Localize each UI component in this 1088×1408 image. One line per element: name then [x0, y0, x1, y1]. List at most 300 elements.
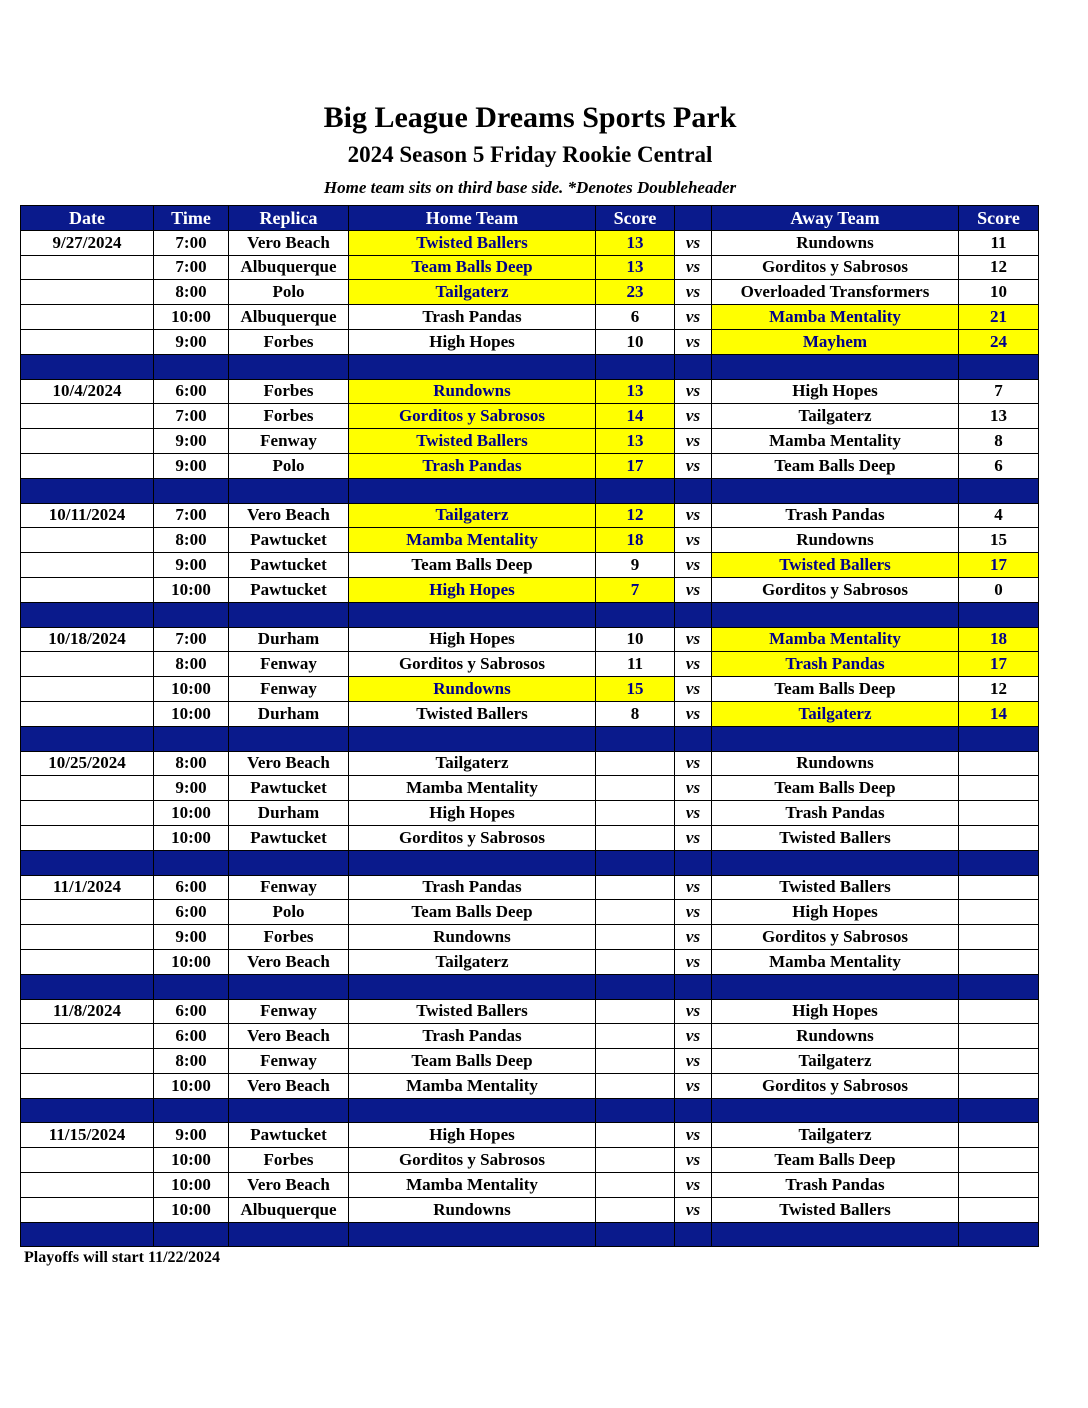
- separator-cell: [229, 850, 349, 875]
- game-date-empty: [21, 925, 154, 950]
- game-row: [21, 453, 1039, 478]
- game-date-empty: [21, 255, 154, 280]
- home-score: 6: [596, 305, 675, 330]
- home-team: Trash Pandas: [349, 305, 596, 330]
- week-separator: [21, 726, 1039, 751]
- away-team: Twisted Ballers: [712, 825, 959, 850]
- game-time: 7:00: [154, 255, 229, 280]
- home-team: Team Balls Deep: [349, 255, 596, 280]
- away-team: Tailgaterz: [712, 1049, 959, 1074]
- home-team: High Hopes: [349, 627, 596, 652]
- game-replica: Vero Beach: [229, 1024, 349, 1049]
- vs-label: vs: [675, 701, 712, 726]
- away-score: 4: [959, 503, 1039, 528]
- separator-cell: [959, 602, 1039, 627]
- separator-cell: [959, 478, 1039, 503]
- game-date: 11/15/2024: [21, 1123, 154, 1148]
- separator-cell: [675, 1098, 712, 1123]
- game-row: [21, 280, 1039, 305]
- separator-cell: [229, 354, 349, 379]
- game-row: [21, 875, 1039, 900]
- away-score: [959, 949, 1039, 974]
- home-score: [596, 801, 675, 826]
- game-replica: Pawtucket: [229, 776, 349, 801]
- week-separator: [21, 974, 1039, 999]
- game-time: 8:00: [154, 652, 229, 677]
- away-score: 12: [959, 677, 1039, 702]
- separator-cell: [712, 1222, 959, 1247]
- home-team: High Hopes: [349, 801, 596, 826]
- away-team: Mamba Mentality: [712, 305, 959, 330]
- away-team: Mamba Mentality: [712, 429, 959, 454]
- separator-cell: [229, 1222, 349, 1247]
- away-score: [959, 925, 1039, 950]
- separator-cell: [21, 850, 154, 875]
- away-score: [959, 1173, 1039, 1198]
- vs-label: vs: [675, 652, 712, 677]
- game-row: [21, 701, 1039, 726]
- home-score: [596, 1173, 675, 1198]
- separator-cell: [959, 726, 1039, 751]
- game-date-empty: [21, 801, 154, 826]
- vs-label: vs: [675, 329, 712, 354]
- separator-cell: [21, 478, 154, 503]
- game-replica: Polo: [229, 280, 349, 305]
- game-time: 10:00: [154, 1073, 229, 1098]
- game-replica: Fenway: [229, 652, 349, 677]
- away-score: [959, 801, 1039, 826]
- home-team: Gorditos y Sabrosos: [349, 404, 596, 429]
- game-time: 10:00: [154, 949, 229, 974]
- game-date: 10/25/2024: [21, 751, 154, 776]
- home-score: [596, 999, 675, 1024]
- game-row: [21, 577, 1039, 602]
- game-time: 9:00: [154, 429, 229, 454]
- home-score: [596, 1148, 675, 1173]
- away-team: Rundowns: [712, 528, 959, 553]
- separator-cell: [154, 354, 229, 379]
- vs-label: vs: [675, 280, 712, 305]
- game-date-empty: [21, 429, 154, 454]
- home-team: Tailgaterz: [349, 751, 596, 776]
- away-score: 18: [959, 627, 1039, 652]
- home-score: 10: [596, 329, 675, 354]
- home-score: [596, 900, 675, 925]
- separator-cell: [596, 974, 675, 999]
- home-score: [596, 1123, 675, 1148]
- vs-label: vs: [675, 379, 712, 404]
- home-score: 13: [596, 429, 675, 454]
- separator-cell: [21, 974, 154, 999]
- game-time: 6:00: [154, 379, 229, 404]
- game-row: [21, 801, 1039, 826]
- home-score: [596, 1073, 675, 1098]
- separator-cell: [154, 850, 229, 875]
- vs-label: vs: [675, 528, 712, 553]
- home-team: Mamba Mentality: [349, 776, 596, 801]
- home-team: Rundowns: [349, 379, 596, 404]
- separator-cell: [712, 850, 959, 875]
- away-team: Mamba Mentality: [712, 949, 959, 974]
- separator-cell: [596, 1222, 675, 1247]
- separator-cell: [675, 726, 712, 751]
- game-row: [21, 255, 1039, 280]
- game-date-empty: [21, 280, 154, 305]
- home-team: Mamba Mentality: [349, 1173, 596, 1198]
- home-team: Rundowns: [349, 1197, 596, 1222]
- home-team: Rundowns: [349, 925, 596, 950]
- away-score: 8: [959, 429, 1039, 454]
- game-replica: Vero Beach: [229, 503, 349, 528]
- game-time: 7:00: [154, 627, 229, 652]
- game-replica: Forbes: [229, 379, 349, 404]
- home-score: 13: [596, 230, 675, 255]
- game-time: 6:00: [154, 900, 229, 925]
- game-time: 9:00: [154, 453, 229, 478]
- game-row: [21, 925, 1039, 950]
- col-away-score: Score: [959, 206, 1039, 231]
- home-team: Twisted Ballers: [349, 230, 596, 255]
- separator-cell: [959, 974, 1039, 999]
- game-date-empty: [21, 577, 154, 602]
- home-team: Rundowns: [349, 677, 596, 702]
- away-team: Rundowns: [712, 751, 959, 776]
- separator-cell: [675, 602, 712, 627]
- page-title: Big League Dreams Sports Park: [323, 101, 737, 134]
- separator-cell: [349, 726, 596, 751]
- separator-cell: [229, 1098, 349, 1123]
- separator-cell: [675, 1222, 712, 1247]
- away-score: [959, 999, 1039, 1024]
- separator-cell: [712, 726, 959, 751]
- separator-cell: [675, 478, 712, 503]
- home-score: 23: [596, 280, 675, 305]
- game-row: [21, 503, 1039, 528]
- separator-cell: [596, 354, 675, 379]
- game-time: 10:00: [154, 1197, 229, 1222]
- away-score: [959, 900, 1039, 925]
- game-date-empty: [21, 825, 154, 850]
- away-score: 10: [959, 280, 1039, 305]
- game-replica: Fenway: [229, 429, 349, 454]
- home-team: High Hopes: [349, 577, 596, 602]
- home-score: 11: [596, 652, 675, 677]
- home-score: 7: [596, 577, 675, 602]
- game-date-empty: [21, 404, 154, 429]
- game-row: [21, 949, 1039, 974]
- game-replica: Forbes: [229, 329, 349, 354]
- separator-cell: [21, 354, 154, 379]
- game-row: [21, 305, 1039, 330]
- game-date-empty: [21, 1148, 154, 1173]
- home-score: [596, 825, 675, 850]
- game-date-empty: [21, 1024, 154, 1049]
- vs-label: vs: [675, 1197, 712, 1222]
- game-row: [21, 825, 1039, 850]
- away-team: Tailgaterz: [712, 1123, 959, 1148]
- away-team: Tailgaterz: [712, 404, 959, 429]
- separator-cell: [154, 602, 229, 627]
- game-time: 10:00: [154, 1173, 229, 1198]
- game-date-empty: [21, 553, 154, 578]
- vs-label: vs: [675, 1123, 712, 1148]
- away-team: High Hopes: [712, 999, 959, 1024]
- schedule-body: [21, 230, 1039, 1247]
- vs-label: vs: [675, 751, 712, 776]
- game-row: [21, 1197, 1039, 1222]
- home-score: [596, 1197, 675, 1222]
- away-score: 6: [959, 453, 1039, 478]
- away-score: [959, 1123, 1039, 1148]
- game-time: 10:00: [154, 305, 229, 330]
- game-time: 9:00: [154, 1123, 229, 1148]
- separator-cell: [712, 602, 959, 627]
- game-date: 11/1/2024: [21, 875, 154, 900]
- vs-label: vs: [675, 503, 712, 528]
- game-time: 8:00: [154, 1049, 229, 1074]
- away-team: Trash Pandas: [712, 652, 959, 677]
- away-score: 17: [959, 652, 1039, 677]
- vs-label: vs: [675, 925, 712, 950]
- game-replica: Vero Beach: [229, 1073, 349, 1098]
- game-row: [21, 677, 1039, 702]
- game-time: 10:00: [154, 677, 229, 702]
- vs-label: vs: [675, 230, 712, 255]
- game-replica: Forbes: [229, 925, 349, 950]
- game-row: [21, 652, 1039, 677]
- home-score: 14: [596, 404, 675, 429]
- home-score: [596, 1024, 675, 1049]
- separator-cell: [959, 1098, 1039, 1123]
- home-score: 13: [596, 255, 675, 280]
- separator-cell: [959, 1222, 1039, 1247]
- col-time: Time: [154, 206, 229, 231]
- away-team: Trash Pandas: [712, 1173, 959, 1198]
- col-date: Date: [21, 206, 154, 231]
- game-time: 10:00: [154, 577, 229, 602]
- home-score: [596, 925, 675, 950]
- game-row: [21, 776, 1039, 801]
- game-row: [21, 900, 1039, 925]
- separator-cell: [349, 974, 596, 999]
- home-team: Tailgaterz: [349, 280, 596, 305]
- away-team: Trash Pandas: [712, 801, 959, 826]
- separator-cell: [349, 354, 596, 379]
- playoffs-note: Playoffs will start 11/22/2024: [24, 1249, 220, 1266]
- game-replica: Forbes: [229, 404, 349, 429]
- vs-label: vs: [675, 553, 712, 578]
- away-score: [959, 1197, 1039, 1222]
- game-row: [21, 553, 1039, 578]
- home-score: 12: [596, 503, 675, 528]
- home-team: Twisted Ballers: [349, 701, 596, 726]
- game-date-empty: [21, 1197, 154, 1222]
- away-team: Trash Pandas: [712, 503, 959, 528]
- away-team: Mayhem: [712, 329, 959, 354]
- week-separator: [21, 602, 1039, 627]
- game-date-empty: [21, 329, 154, 354]
- game-replica: Fenway: [229, 875, 349, 900]
- game-row: [21, 1024, 1039, 1049]
- game-time: 10:00: [154, 701, 229, 726]
- game-time: 6:00: [154, 999, 229, 1024]
- away-score: 0: [959, 577, 1039, 602]
- away-team: High Hopes: [712, 900, 959, 925]
- game-replica: Fenway: [229, 1049, 349, 1074]
- vs-label: vs: [675, 1049, 712, 1074]
- game-time: 7:00: [154, 503, 229, 528]
- vs-label: vs: [675, 949, 712, 974]
- col-replica: Replica: [229, 206, 349, 231]
- away-team: Rundowns: [712, 230, 959, 255]
- away-score: [959, 751, 1039, 776]
- vs-label: vs: [675, 255, 712, 280]
- away-score: 7: [959, 379, 1039, 404]
- game-replica: Fenway: [229, 677, 349, 702]
- home-score: 15: [596, 677, 675, 702]
- game-date-empty: [21, 701, 154, 726]
- home-team: Team Balls Deep: [349, 553, 596, 578]
- game-replica: Vero Beach: [229, 751, 349, 776]
- page-subtitle: 2024 Season 5 Friday Rookie Central: [347, 142, 713, 167]
- separator-cell: [154, 1222, 229, 1247]
- vs-label: vs: [675, 1024, 712, 1049]
- separator-cell: [154, 726, 229, 751]
- game-time: 10:00: [154, 825, 229, 850]
- game-date-empty: [21, 776, 154, 801]
- game-row: [21, 1173, 1039, 1198]
- game-date: 10/11/2024: [21, 503, 154, 528]
- game-row: [21, 1148, 1039, 1173]
- separator-cell: [596, 726, 675, 751]
- week-separator: [21, 354, 1039, 379]
- separator-cell: [21, 1098, 154, 1123]
- home-score: 13: [596, 379, 675, 404]
- home-score: [596, 949, 675, 974]
- away-team: Team Balls Deep: [712, 453, 959, 478]
- home-team: Team Balls Deep: [349, 900, 596, 925]
- home-score: 18: [596, 528, 675, 553]
- game-time: 7:00: [154, 404, 229, 429]
- vs-label: vs: [675, 453, 712, 478]
- game-time: 9:00: [154, 329, 229, 354]
- vs-label: vs: [675, 577, 712, 602]
- separator-cell: [229, 602, 349, 627]
- away-team: Gorditos y Sabrosos: [712, 577, 959, 602]
- home-score: 9: [596, 553, 675, 578]
- game-replica: Pawtucket: [229, 553, 349, 578]
- game-replica: Fenway: [229, 999, 349, 1024]
- away-score: 13: [959, 404, 1039, 429]
- game-row: [21, 329, 1039, 354]
- separator-cell: [959, 850, 1039, 875]
- game-replica: Durham: [229, 627, 349, 652]
- vs-label: vs: [675, 677, 712, 702]
- home-team: Tailgaterz: [349, 503, 596, 528]
- game-row: [21, 528, 1039, 553]
- vs-label: vs: [675, 900, 712, 925]
- game-date-empty: [21, 453, 154, 478]
- away-team: Twisted Ballers: [712, 1197, 959, 1222]
- game-replica: Pawtucket: [229, 577, 349, 602]
- home-team: Gorditos y Sabrosos: [349, 652, 596, 677]
- away-score: 14: [959, 701, 1039, 726]
- away-score: [959, 1024, 1039, 1049]
- away-score: [959, 825, 1039, 850]
- game-replica: Vero Beach: [229, 230, 349, 255]
- away-score: 21: [959, 305, 1039, 330]
- separator-cell: [154, 478, 229, 503]
- game-row: [21, 1123, 1039, 1148]
- col-away-team: Away Team: [712, 206, 959, 231]
- away-score: 17: [959, 553, 1039, 578]
- vs-label: vs: [675, 1148, 712, 1173]
- game-row: [21, 379, 1039, 404]
- game-time: 6:00: [154, 1024, 229, 1049]
- away-team: Twisted Ballers: [712, 553, 959, 578]
- away-score: 11: [959, 230, 1039, 255]
- away-team: Gorditos y Sabrosos: [712, 1073, 959, 1098]
- game-replica: Pawtucket: [229, 1123, 349, 1148]
- home-team: Gorditos y Sabrosos: [349, 1148, 596, 1173]
- game-time: 9:00: [154, 553, 229, 578]
- home-score: [596, 776, 675, 801]
- week-separator: [21, 1098, 1039, 1123]
- separator-cell: [712, 354, 959, 379]
- game-time: 6:00: [154, 875, 229, 900]
- away-team: Gorditos y Sabrosos: [712, 255, 959, 280]
- game-row: [21, 751, 1039, 776]
- separator-cell: [154, 974, 229, 999]
- away-score: 12: [959, 255, 1039, 280]
- game-date: 9/27/2024: [21, 230, 154, 255]
- separator-cell: [21, 1222, 154, 1247]
- separator-cell: [229, 478, 349, 503]
- game-row: [21, 627, 1039, 652]
- away-score: 15: [959, 528, 1039, 553]
- game-replica: Durham: [229, 701, 349, 726]
- home-team: Twisted Ballers: [349, 429, 596, 454]
- away-score: [959, 1148, 1039, 1173]
- game-date: 11/8/2024: [21, 999, 154, 1024]
- game-row: [21, 429, 1039, 454]
- separator-cell: [21, 726, 154, 751]
- vs-label: vs: [675, 404, 712, 429]
- separator-cell: [154, 1098, 229, 1123]
- home-score: [596, 751, 675, 776]
- game-time: 8:00: [154, 528, 229, 553]
- home-score: 8: [596, 701, 675, 726]
- game-row: [21, 404, 1039, 429]
- separator-cell: [596, 850, 675, 875]
- away-team: Twisted Ballers: [712, 875, 959, 900]
- separator-cell: [349, 602, 596, 627]
- separator-cell: [229, 726, 349, 751]
- separator-cell: [349, 850, 596, 875]
- home-team: Trash Pandas: [349, 875, 596, 900]
- vs-label: vs: [675, 429, 712, 454]
- separator-cell: [349, 1222, 596, 1247]
- game-row: [21, 1049, 1039, 1074]
- home-team: Team Balls Deep: [349, 1049, 596, 1074]
- home-team: Mamba Mentality: [349, 528, 596, 553]
- away-team: Mamba Mentality: [712, 627, 959, 652]
- home-score: [596, 875, 675, 900]
- separator-cell: [229, 974, 349, 999]
- home-team: Trash Pandas: [349, 1024, 596, 1049]
- home-team: Twisted Ballers: [349, 999, 596, 1024]
- home-team: Gorditos y Sabrosos: [349, 825, 596, 850]
